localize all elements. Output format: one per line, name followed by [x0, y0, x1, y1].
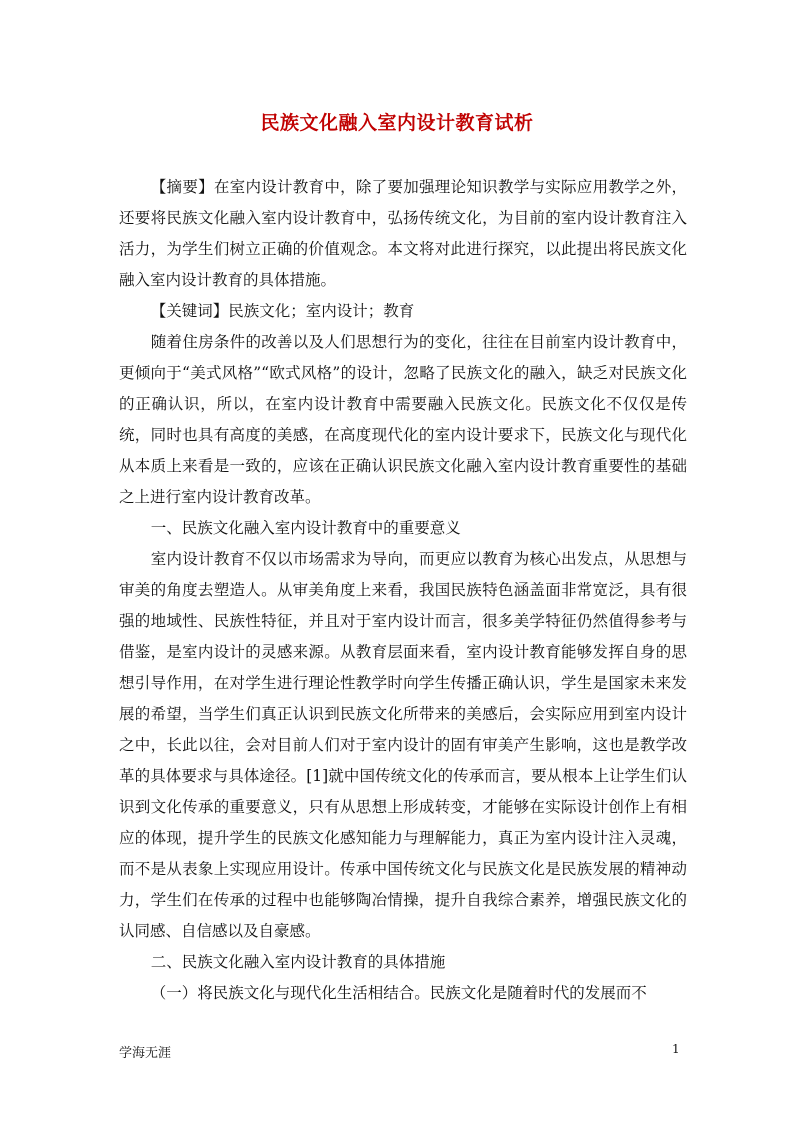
section-heading-1: 一、民族文化融入室内设计教育中的重要意义: [150, 519, 461, 537]
page-number: 1: [672, 1042, 680, 1056]
body-paragraph: （一）将民族文化与现代化生活相结合。民族文化是随着时代的发展而不: [150, 984, 647, 1002]
document-body: [119, 172, 687, 1009]
abstract-paragraph: 【摘要】在室内设计教育中，除了要加强理论知识教学与实际应用教学之外，还要将民族文化融入室内设计教育中，弘扬传统文化，为目前的室内设计教育注入活力，为学生们树立正确的价值观念。本文将对此进行探究，以此提出将民族文化融入室内设计教育的具体措施。: [119, 178, 687, 289]
footer-motto: 学海无涯: [119, 1046, 172, 1061]
body-paragraph: 室内设计教育不仅以市场需求为导向，而更应以教育为核心出发点，从思想与审美的角度去塑造人。从审美角度上来看，我国民族特色涵盖面非常宽泛，具有很强的地域性、民族性特征，并且对于室内设计而言，很多美学特征仍然值得参考与借鉴，是室内设计的灵感来源。从教育层面来看，室内设计教育能够发挥自身的思想引导作用，在对学生进行理论性教学时向学生传播正确认识，学生是国家未来发展的希望，当学生们真正认识到民族文化所带来的美感后，会实际应用到室内设计之中，长此以往，会对目前人们对于室内设计的固有审美产生影响，这也是教学改革的具体要求与具体途径。[1]就中国传统文化的传承而言，要从根本上让学生们认识到文化传承的重要意义，只有从思想上形成转变，才能够在实际设计创作上有相应的体现，提升学生的民族文化感知能力与理解能力，真正为室内设计注入灵魂，而不是从表象上实现应用设计。传承中国传统文化与民族文化是民族发展的精神动力，学生们在传承的过程中也能够陶冶情操，提升自我综合素养，增强民族文化的认同感、自信感以及自豪感。: [119, 550, 687, 940]
body-paragraph: 随着住房条件的改善以及人们思想行为的变化，往往在目前室内设计教育中，更倾向于“美式风格”“欧式风格”的设计，忽略了民族文化的融入，缺乏对民族文化的正确认识，所以，在室内设计教育中需要融入民族文化。民族文化不仅仅是传统，同时也具有高度的美感，在高度现代化的室内设计要求下，民族文化与现代化从本质上来看是一致的，应该在正确认识民族文化融入室内设计教育重要性的基础之上进行室内设计教育改革。: [119, 333, 687, 506]
document-title: 民族文化融入室内设计教育试析: [260, 112, 534, 134]
section-heading-2: 二、民族文化融入室内设计教育的具体措施: [150, 953, 446, 971]
keywords-paragraph: 【关键词】民族文化；室内设计；教育: [150, 302, 415, 320]
